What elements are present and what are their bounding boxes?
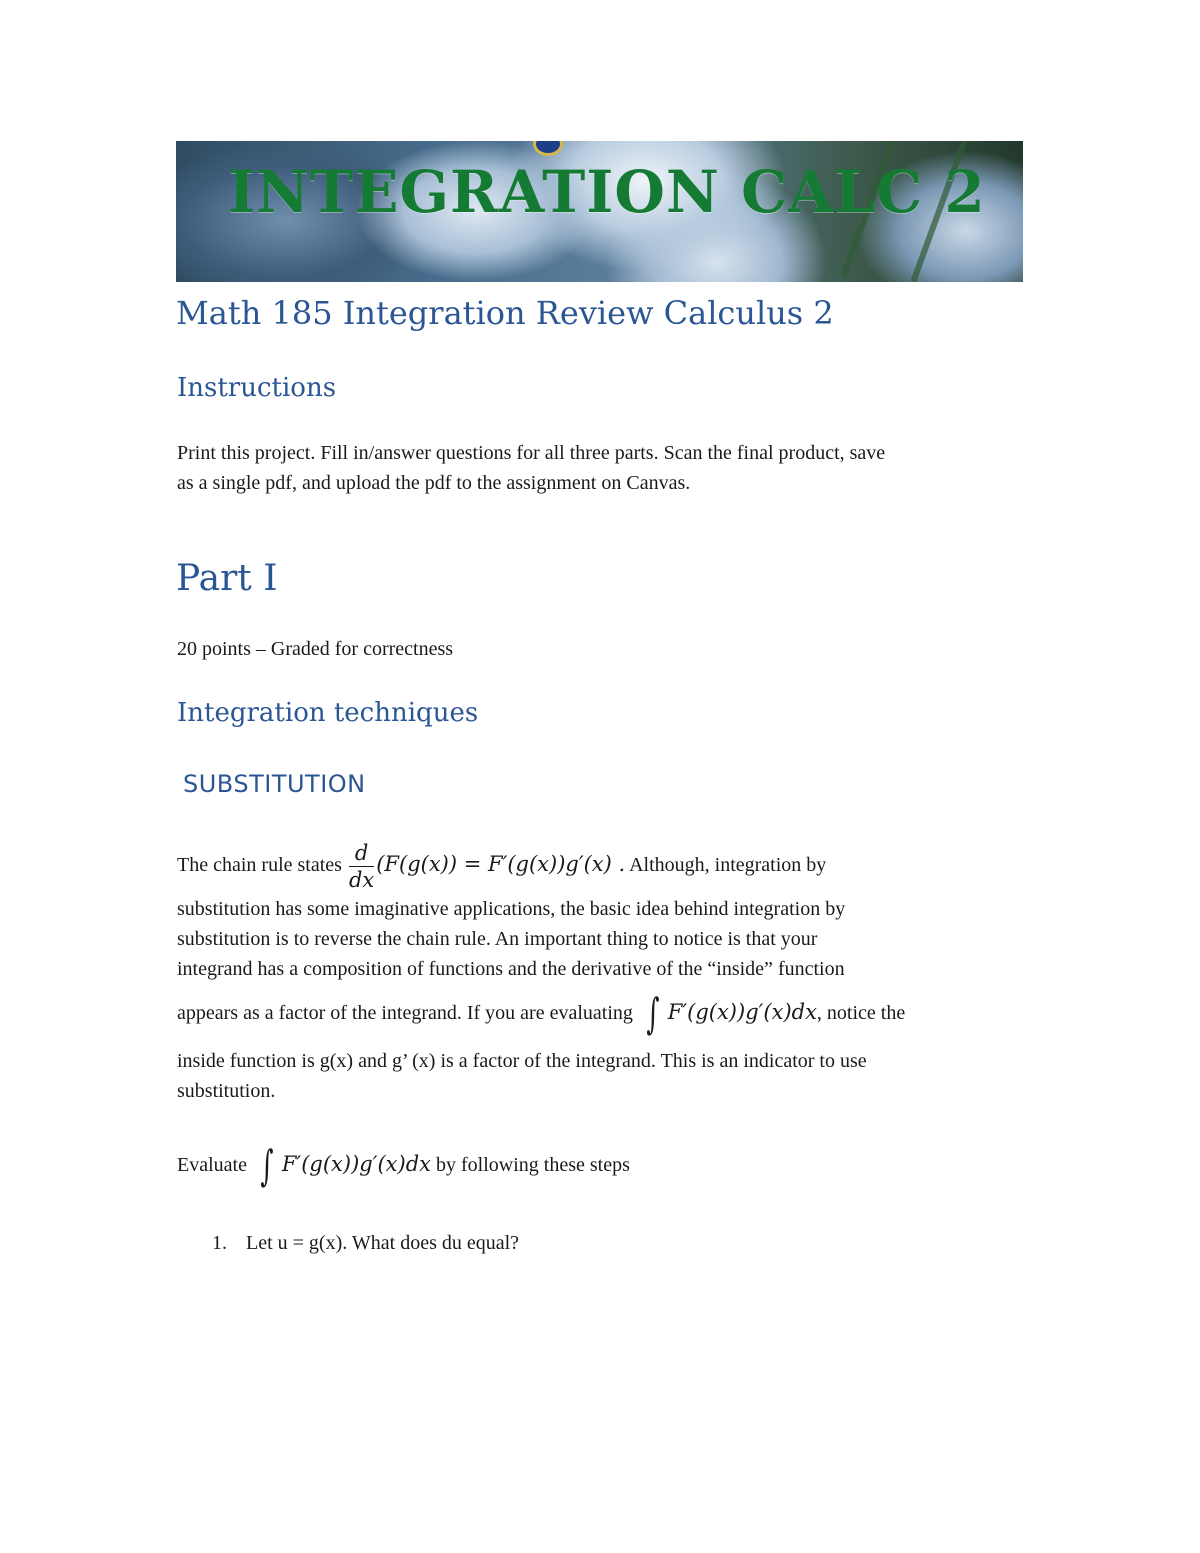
chain-rule-prefix: The chain rule states [177,854,342,876]
part-1-points: 20 points – Graded for correctness [177,638,454,660]
instructions-line-2: as a single pdf, and upload the pdf to the assignment on Canvas. [177,472,691,494]
integral-sign-icon: ∫ [646,989,660,1039]
integrand-expression: F′(g(x))g′(x)dx [281,1152,431,1176]
step-number: 1. [212,1232,227,1254]
integrand-expression: F′(g(x))g′(x)dx [667,1000,817,1024]
instructions-heading: Instructions [177,373,337,403]
step-text: Let u = g(x). What does du equal? [246,1232,520,1254]
body-line-2: substitution is to reverse the chain rule. An important thing to notice is that your [177,928,818,950]
evaluate-suffix: by following these steps [430,1154,630,1176]
derivative-fraction [349,842,374,891]
evaluating-line [177,988,905,1037]
part-1-heading: Part I [176,558,278,599]
fraction-numerator: d [349,842,374,867]
banner-title: INTEGRATION CALC 2 [228,158,986,226]
evaluating-prefix: appears as a factor of the integrand. If you are evaluating [177,1002,633,1024]
evaluate-line [177,1140,630,1189]
body-line-1: substitution has some imaginative applications, the basic idea behind integration by [177,898,846,920]
after-line-1: inside function is g(x) and g’ (x) is a factor of the integrand. This is an indicator to use [177,1050,867,1072]
chain-rule-suffix: Although, integration by [625,854,827,876]
after-line-2: substitution. [177,1080,276,1102]
flower-center-decoration [536,141,560,153]
document-title: Math 185 Integration Review Calculus 2 [176,294,834,332]
integral-sign-icon: ∫ [260,1141,274,1191]
instructions-line-1: Print this project. Fill in/answer questions for all three parts. Scan the final product, save [177,442,886,464]
chain-rule-expression: (F(g(x)) = F′(g(x))g′(x) . [376,852,626,876]
integration-techniques-heading: Integration techniques [177,698,479,728]
evaluating-suffix: , notice the [816,1002,906,1024]
substitution-heading: SUBSTITUTION [183,770,366,798]
fraction-denominator: dx [348,867,375,892]
chain-rule-line [177,836,826,893]
header-banner [176,141,1023,282]
body-line-3: integrand has a composition of functions and the derivative of the “inside” function [177,958,845,980]
evaluate-prefix: Evaluate [177,1154,247,1176]
